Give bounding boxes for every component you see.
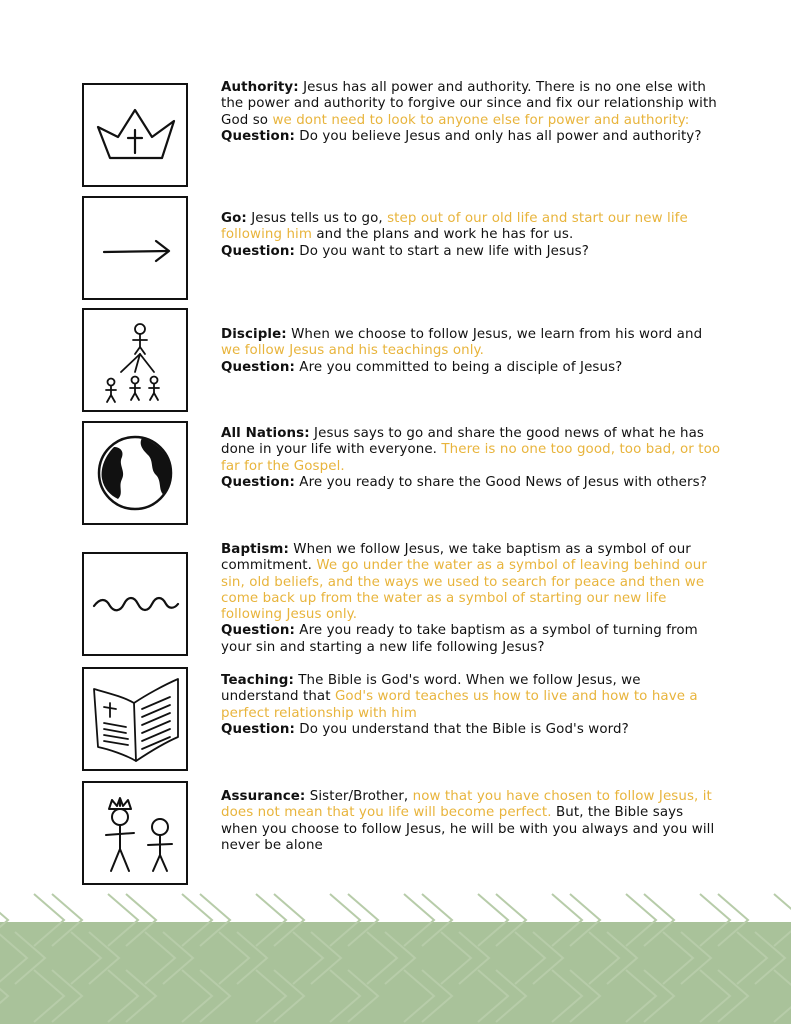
- crown-icon: [82, 83, 188, 187]
- question-label: Question:: [221, 128, 295, 144]
- king-and-person-icon: [82, 781, 188, 885]
- disciple-heading: Disciple:: [221, 327, 287, 342]
- globe-icon: [82, 421, 188, 525]
- go-text: Go: Jesus tells us to go, step out of our old life and start our new life following him and the plans and work he has for us. Question: Do you want to start a new life with Jesus?: [221, 211, 688, 259]
- assurance-text: Assurance: Sister/Brother, now that you have chosen to follow Jesus, it does not mean that you life will become perfect. But, the Bible says when you choose to follow Jesus, he will be with you always and you will never be alone: [221, 789, 715, 853]
- disciple-question: Are you committed to being a disciple of Jesus?: [294, 359, 623, 375]
- teaching-heading: Teaching:: [221, 673, 294, 688]
- all-nations-heading: All Nations:: [221, 426, 310, 441]
- all-nations-text: All Nations: Jesus says to go and share the good news of what he has done in your life with everyone. There is no one too good, too bad, or too far for the Gospel. Question: Are you ready to share the Good News of Jesus with others?: [221, 426, 721, 490]
- disciple-text: Disciple: When we choose to follow Jesus, we learn from his word and we follow Jesus and his teachings only. Question: Are you committed to being a disciple of Jesus?: [221, 327, 703, 375]
- go-question: Do you want to start a new life with Jesus?: [294, 243, 589, 259]
- question-label: Question:: [221, 721, 295, 737]
- teaching-text: Teaching: The Bible is God's word. When we follow Jesus, we understand that God's word teaches us how to live and how to have a perfect relationship with him Question: Do you understand that the Bible is God's word?: [221, 673, 698, 737]
- arrow-right-icon: [82, 196, 188, 300]
- chevron-pattern-icon: [0, 892, 791, 1024]
- question-label: Question:: [221, 243, 295, 259]
- baptism-question: Are you ready to take baptism as a symbol of turning from your sin and starting a new life following Jesus?: [221, 623, 698, 655]
- question-label: Question:: [221, 474, 295, 490]
- authority-question: Do you believe Jesus and only has all power and authority?: [294, 128, 702, 144]
- teaching-question: Do you understand that the Bible is God's word?: [294, 721, 629, 737]
- assurance-heading: Assurance:: [221, 789, 306, 804]
- go-heading: Go:: [221, 211, 247, 226]
- question-label: Question:: [221, 623, 295, 639]
- all-nations-question: Are you ready to share the Good News of Jesus with others?: [294, 474, 707, 490]
- footer-chevron-band: [0, 892, 791, 1024]
- authority-text: Authority: Jesus has all power and authority. There is no one else with the power and authority to forgive our since and fix our relationship with God so we dont need to look to anyone else for power and authority: Question: Do you believe Jesus and only has all power and authority?: [221, 80, 717, 144]
- water-wave-icon: [82, 552, 188, 656]
- question-label: Question:: [221, 359, 295, 375]
- authority-heading: Authority:: [221, 80, 299, 95]
- open-bible-icon: [82, 667, 188, 771]
- disciple-figures-icon: [82, 308, 188, 412]
- baptism-heading: Baptism:: [221, 542, 289, 557]
- baptism-text: Baptism: When we follow Jesus, we take baptism as a symbol of our commitment. We go under the water as a symbol of leaving behind our sin, old beliefs, and the ways we used to search for peace and then we come back up from the water as a symbol of starting our new life following Jesus only. Question: Are you ready to take baptism as a symbol of turning from your sin and starting a new life following Jesus?: [221, 542, 707, 655]
